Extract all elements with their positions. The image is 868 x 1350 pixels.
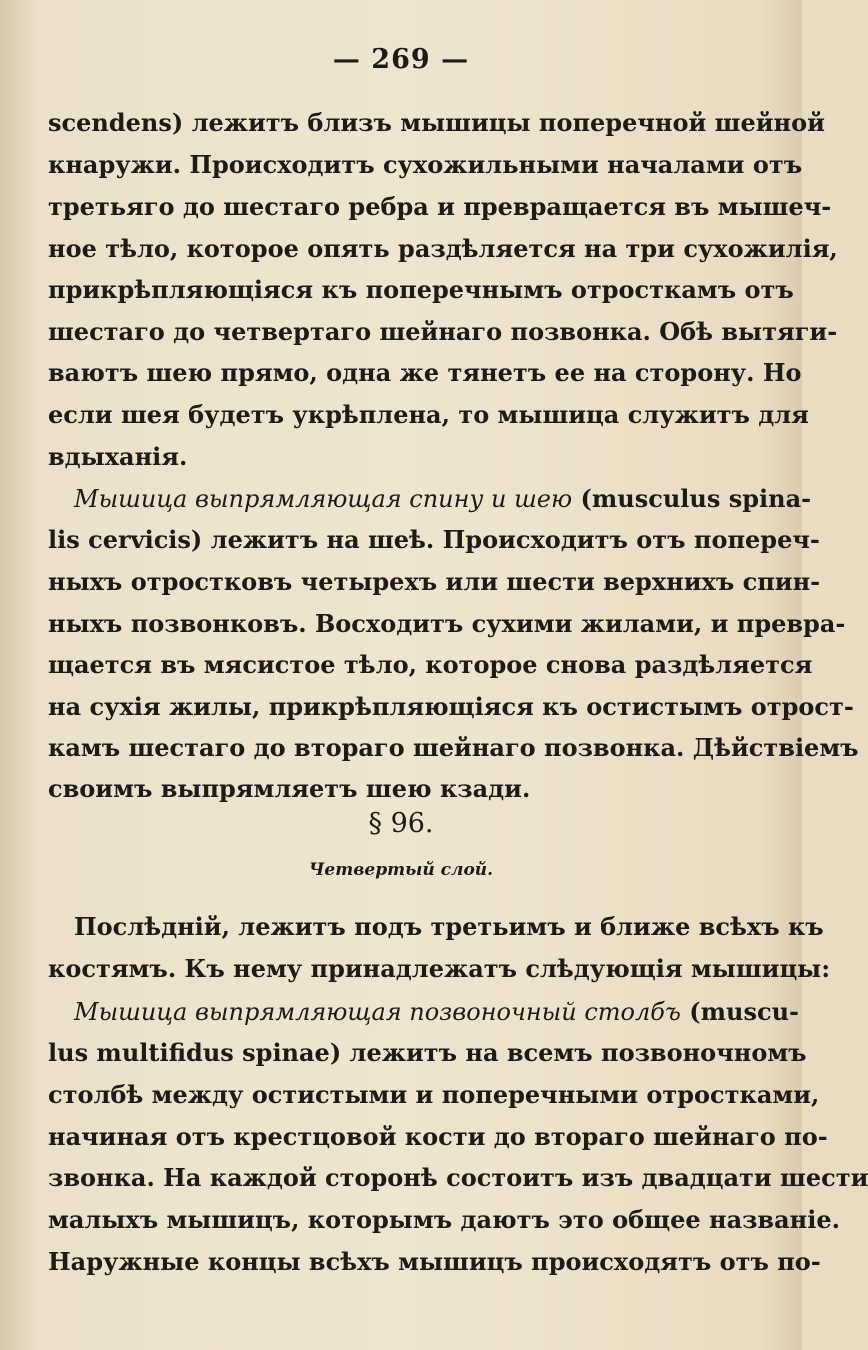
text-line xyxy=(48,1161,868,1195)
text-run: камъ шестаго до втораго шейнаго позвонка. Дѣйствіемъ xyxy=(48,733,859,762)
text-run: шестаго до четвертаго шейнаго позвонка. Обѣ вытяги- xyxy=(48,317,838,346)
text-line xyxy=(48,106,825,140)
text-line xyxy=(48,523,820,557)
text-line xyxy=(48,315,838,349)
text-line xyxy=(48,1120,828,1154)
text-line xyxy=(48,731,859,765)
text-line xyxy=(48,1203,840,1237)
italic-term: Мышица выпрямляющая позвоночный столбъ xyxy=(74,998,681,1026)
text-run: ваютъ шею прямо, одна же тянетъ ее на сторону. Но xyxy=(48,358,802,387)
text-run: scendens) лежитъ близъ мышицы поперечной шейной xyxy=(48,108,825,137)
text-run: на сухія жилы, прикрѣпляющіяся къ остистымъ отрост- xyxy=(48,692,854,721)
text-run: звонка. На каждой сторонѣ состоитъ изъ двадцати шести xyxy=(48,1163,868,1192)
text-line xyxy=(48,273,794,307)
text-run: начиная отъ крестцовой кости до втораго шейнаго по- xyxy=(48,1122,828,1151)
text-line xyxy=(48,690,854,724)
text-run: своимъ выпрямляетъ шею кзади. xyxy=(48,774,531,803)
text-run: (musculus spina- xyxy=(572,484,812,513)
text-run: малыхъ мышицъ, которымъ даютъ это общее названіе. xyxy=(48,1205,840,1234)
text-line xyxy=(48,398,809,432)
text-line xyxy=(48,356,802,390)
text-line xyxy=(74,910,824,944)
text-line xyxy=(48,148,803,182)
text-line xyxy=(48,232,838,266)
text-run: прикрѣпляющіяся къ поперечнымъ отросткамъ отъ xyxy=(48,275,794,304)
text-line xyxy=(48,565,821,599)
text-run: вдыханія. xyxy=(48,442,188,471)
text-run: lis cervicis) лежитъ на шеѣ. Происходитъ отъ попереч- xyxy=(48,525,820,554)
text-run: кнаружи. Происходитъ сухожильными началами отъ xyxy=(48,150,803,179)
text-line xyxy=(48,1036,807,1070)
page-number: — 269 — xyxy=(332,44,470,75)
text-run: костямъ. Къ нему принадлежатъ слѣдующія мышицы: xyxy=(48,954,831,983)
text-run: если шея будетъ укрѣплена, то мышица служитъ для xyxy=(48,400,809,429)
text-line xyxy=(74,995,799,1029)
text-run: ныхъ позвонковъ. Восходитъ сухими жилами, и превра- xyxy=(48,609,846,638)
text-run: щается въ мясистое тѣло, которое снова раздѣляется xyxy=(48,650,813,679)
text-run: Послѣдній, лежитъ подъ третьимъ и ближе всѣхъ къ xyxy=(74,912,824,941)
section-number: § 96. xyxy=(368,808,434,839)
italic-term: Мышица выпрямляющая спину и шею xyxy=(74,485,573,513)
text-line xyxy=(48,607,846,641)
text-line xyxy=(48,190,832,224)
text-line xyxy=(48,440,760,474)
text-line xyxy=(48,648,813,682)
text-line xyxy=(74,482,812,516)
text-line xyxy=(48,1245,821,1279)
text-run: Наружные концы всѣхъ мышицъ происходятъ отъ по- xyxy=(48,1247,821,1276)
text-line xyxy=(48,772,760,806)
section-title: Четвертый слой. xyxy=(308,860,494,880)
text-run: (muscu- xyxy=(680,997,799,1026)
text-run: lus multifidus spinae) лежитъ на всемъ позвоночномъ xyxy=(48,1038,807,1067)
text-line xyxy=(48,1078,820,1112)
text-run: ныхъ отростковъ четырехъ или шести верхнихъ спин- xyxy=(48,567,821,596)
text-run: ное тѣло, которое опять раздѣляется на три сухожилія, xyxy=(48,234,838,263)
text-run: третьяго до шестаго ребра и превращается въ мышеч- xyxy=(48,192,832,221)
text-line xyxy=(48,952,831,986)
text-run: столбѣ между остистыми и поперечными отростками, xyxy=(48,1080,820,1109)
